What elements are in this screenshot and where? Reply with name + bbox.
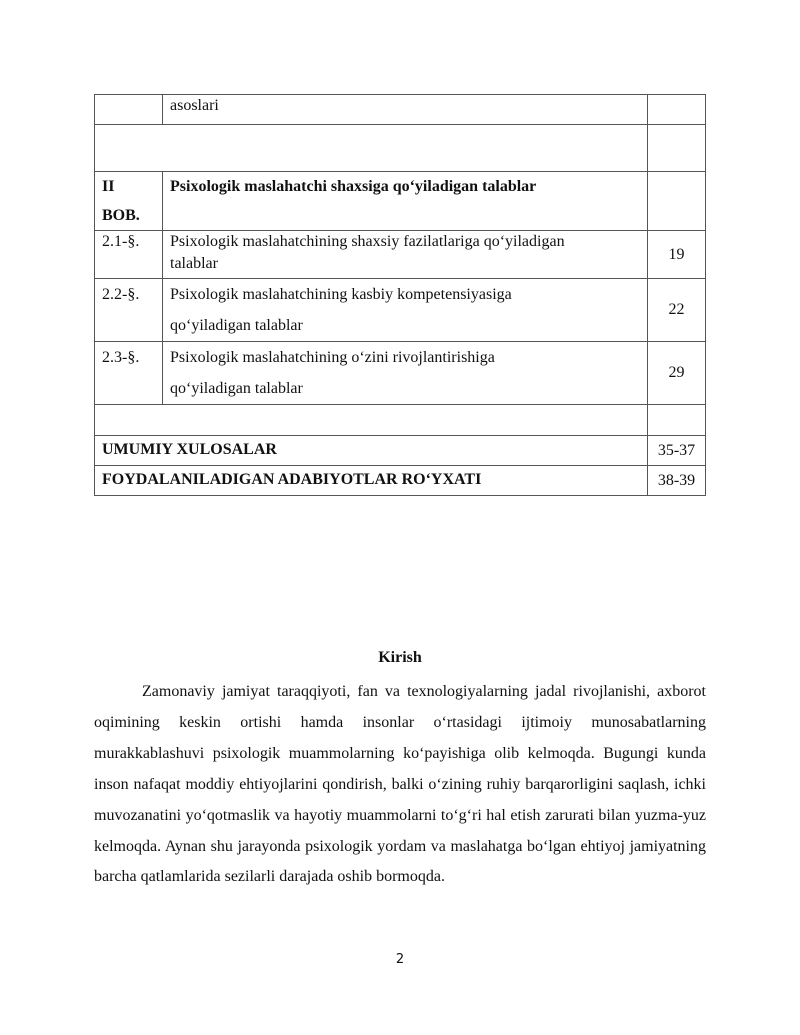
toc-title bbox=[163, 279, 648, 342]
page-number: 2 bbox=[395, 952, 405, 967]
toc-title bbox=[163, 342, 648, 405]
toc-page bbox=[648, 405, 706, 436]
toc-number: 2.2-§. bbox=[95, 279, 163, 342]
table-row bbox=[95, 436, 706, 466]
toc-empty-cell bbox=[95, 125, 648, 172]
table-row bbox=[95, 172, 706, 231]
section-heading: Kirish bbox=[378, 649, 422, 666]
toc-title-line: qo‘yiladigan talablar bbox=[170, 317, 303, 334]
toc-chapter-title: Psixologik maslahatchi shaxsiga qo‘yiladigan talablar bbox=[163, 172, 648, 231]
toc-title-line: qo‘yiladigan talablar bbox=[170, 380, 303, 397]
toc-page bbox=[648, 172, 706, 231]
table-row bbox=[95, 342, 706, 405]
toc-title-line: Psixologik maslahatchining kasbiy kompetensiyasiga bbox=[170, 286, 512, 303]
toc-page: 19 bbox=[648, 231, 706, 279]
toc-title: asoslari bbox=[163, 95, 648, 125]
toc-page bbox=[648, 125, 706, 172]
table-row bbox=[95, 95, 706, 125]
body-paragraph: Zamonaviy jamiyat taraqqiyoti, fan va texnologiyalarning jadal rivojlanishi, axborot oqimining keskin ortishi hamda insonlar o‘rtasidagi ijtimoiy munosabatlarning murakkablashuvi psixologik muammolarning ko‘payishiga olib kelmoqda. Bugungi kunda inson nafaqat moddiy ehtiyojlarini qondirish, balki o‘zining ruhiy barqarorligini saqlash, ichki muvozanatini yo‘qotmaslik va hayotiy muammolarni to‘g‘ri hal etish zarurati bilan yuzma-yuz kelmoqda. Aynan shu jarayonda psixologik yordam va maslahatga bo‘lgan ehtiyoj jamiyatning barcha qatlamlarida sezilarli darajada oshib bormoqda. bbox=[94, 683, 706, 886]
toc-conclusions-title: UMUMIY XULOSALAR bbox=[95, 436, 648, 466]
toc-page: 22 bbox=[648, 279, 706, 342]
toc-title: Psixologik maslahatchining shaxsiy fazilatlariga qo‘yiladigan talablar bbox=[163, 231, 648, 279]
toc-chapter-number: II BOB. bbox=[95, 172, 163, 231]
toc-number bbox=[95, 95, 163, 125]
toc-page bbox=[648, 95, 706, 125]
toc-empty-cell bbox=[95, 405, 648, 436]
toc-page: 35-37 bbox=[648, 436, 706, 466]
toc-number: 2.1-§. bbox=[95, 231, 163, 279]
toc-page: 29 bbox=[648, 342, 706, 405]
table-row bbox=[95, 279, 706, 342]
toc-title-line: Psixologik maslahatchining o‘zini rivojlantirishiga bbox=[170, 349, 495, 366]
table-row bbox=[95, 231, 706, 279]
toc-references-title: FOYDALANILADIGAN ADABIYOTLAR RO‘YXATI bbox=[95, 466, 648, 496]
table-row bbox=[95, 125, 706, 172]
table-of-contents bbox=[94, 94, 706, 496]
table-row bbox=[95, 405, 706, 436]
toc-page: 38-39 bbox=[648, 466, 706, 496]
table-row bbox=[95, 466, 706, 496]
toc-number: 2.3-§. bbox=[95, 342, 163, 405]
